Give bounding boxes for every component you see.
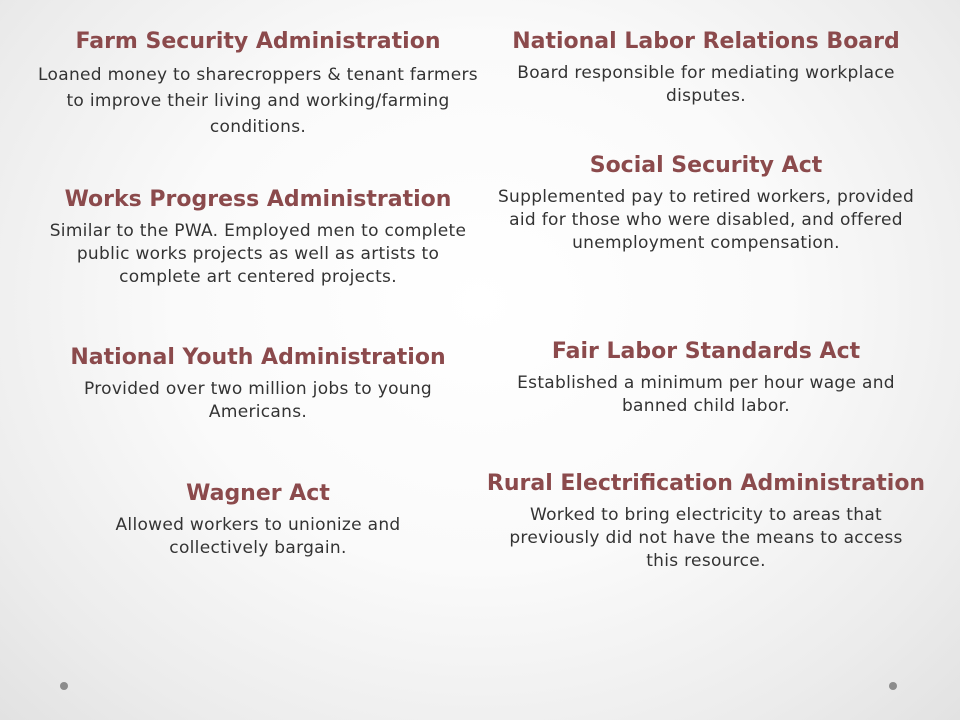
farm-security-administration-block — [38, 28, 478, 140]
farm-security-administration-title: Farm Security Administration — [75, 29, 441, 54]
rural-electrification-administration-block — [482, 470, 930, 573]
left-dot-icon — [60, 682, 68, 690]
works-progress-administration-title: Works Progress Administration — [64, 187, 452, 212]
wagner-act-block — [38, 480, 478, 560]
social-security-act-block — [482, 152, 930, 255]
works-progress-administration-block — [38, 186, 478, 289]
wagner-act-title: Wagner Act — [186, 481, 330, 506]
national-youth-administration-description: Provided over two million jobs to young Americans. — [83, 379, 433, 422]
works-progress-administration-description: Similar to the PWA. Employed men to complete public works projects as well as artists to complete art centered projects. — [49, 221, 467, 287]
wagner-act-description: Allowed workers to unionize and collectively bargain. — [115, 515, 401, 558]
right-dot-icon — [889, 682, 897, 690]
social-security-act-title: Social Security Act — [589, 153, 823, 178]
rural-electrification-administration-title: Rural Electrification Administration — [486, 471, 926, 496]
national-youth-administration-title: National Youth Administration — [70, 345, 446, 370]
farm-security-administration-description: Loaned money to sharecroppers & tenant farmers to improve their living and working/farming conditions. — [38, 65, 478, 137]
national-labor-relations-board-block — [482, 28, 930, 108]
national-youth-administration-block — [38, 344, 478, 424]
fair-labor-standards-act-title: Fair Labor Standards Act — [551, 339, 861, 364]
rural-electrification-administration-description: Worked to bring electricity to areas that previously did not have the means to access this resource. — [509, 505, 903, 571]
national-labor-relations-board-description: Board responsible for mediating workplace disputes. — [517, 63, 895, 106]
national-labor-relations-board-title: National Labor Relations Board — [512, 29, 900, 54]
social-security-act-description: Supplemented pay to retired workers, provided aid for those who were disabled, and offered unemployment compensation. — [497, 187, 915, 253]
fair-labor-standards-act-block — [482, 338, 930, 418]
fair-labor-standards-act-description: Established a minimum per hour wage and banned child labor. — [517, 373, 895, 416]
